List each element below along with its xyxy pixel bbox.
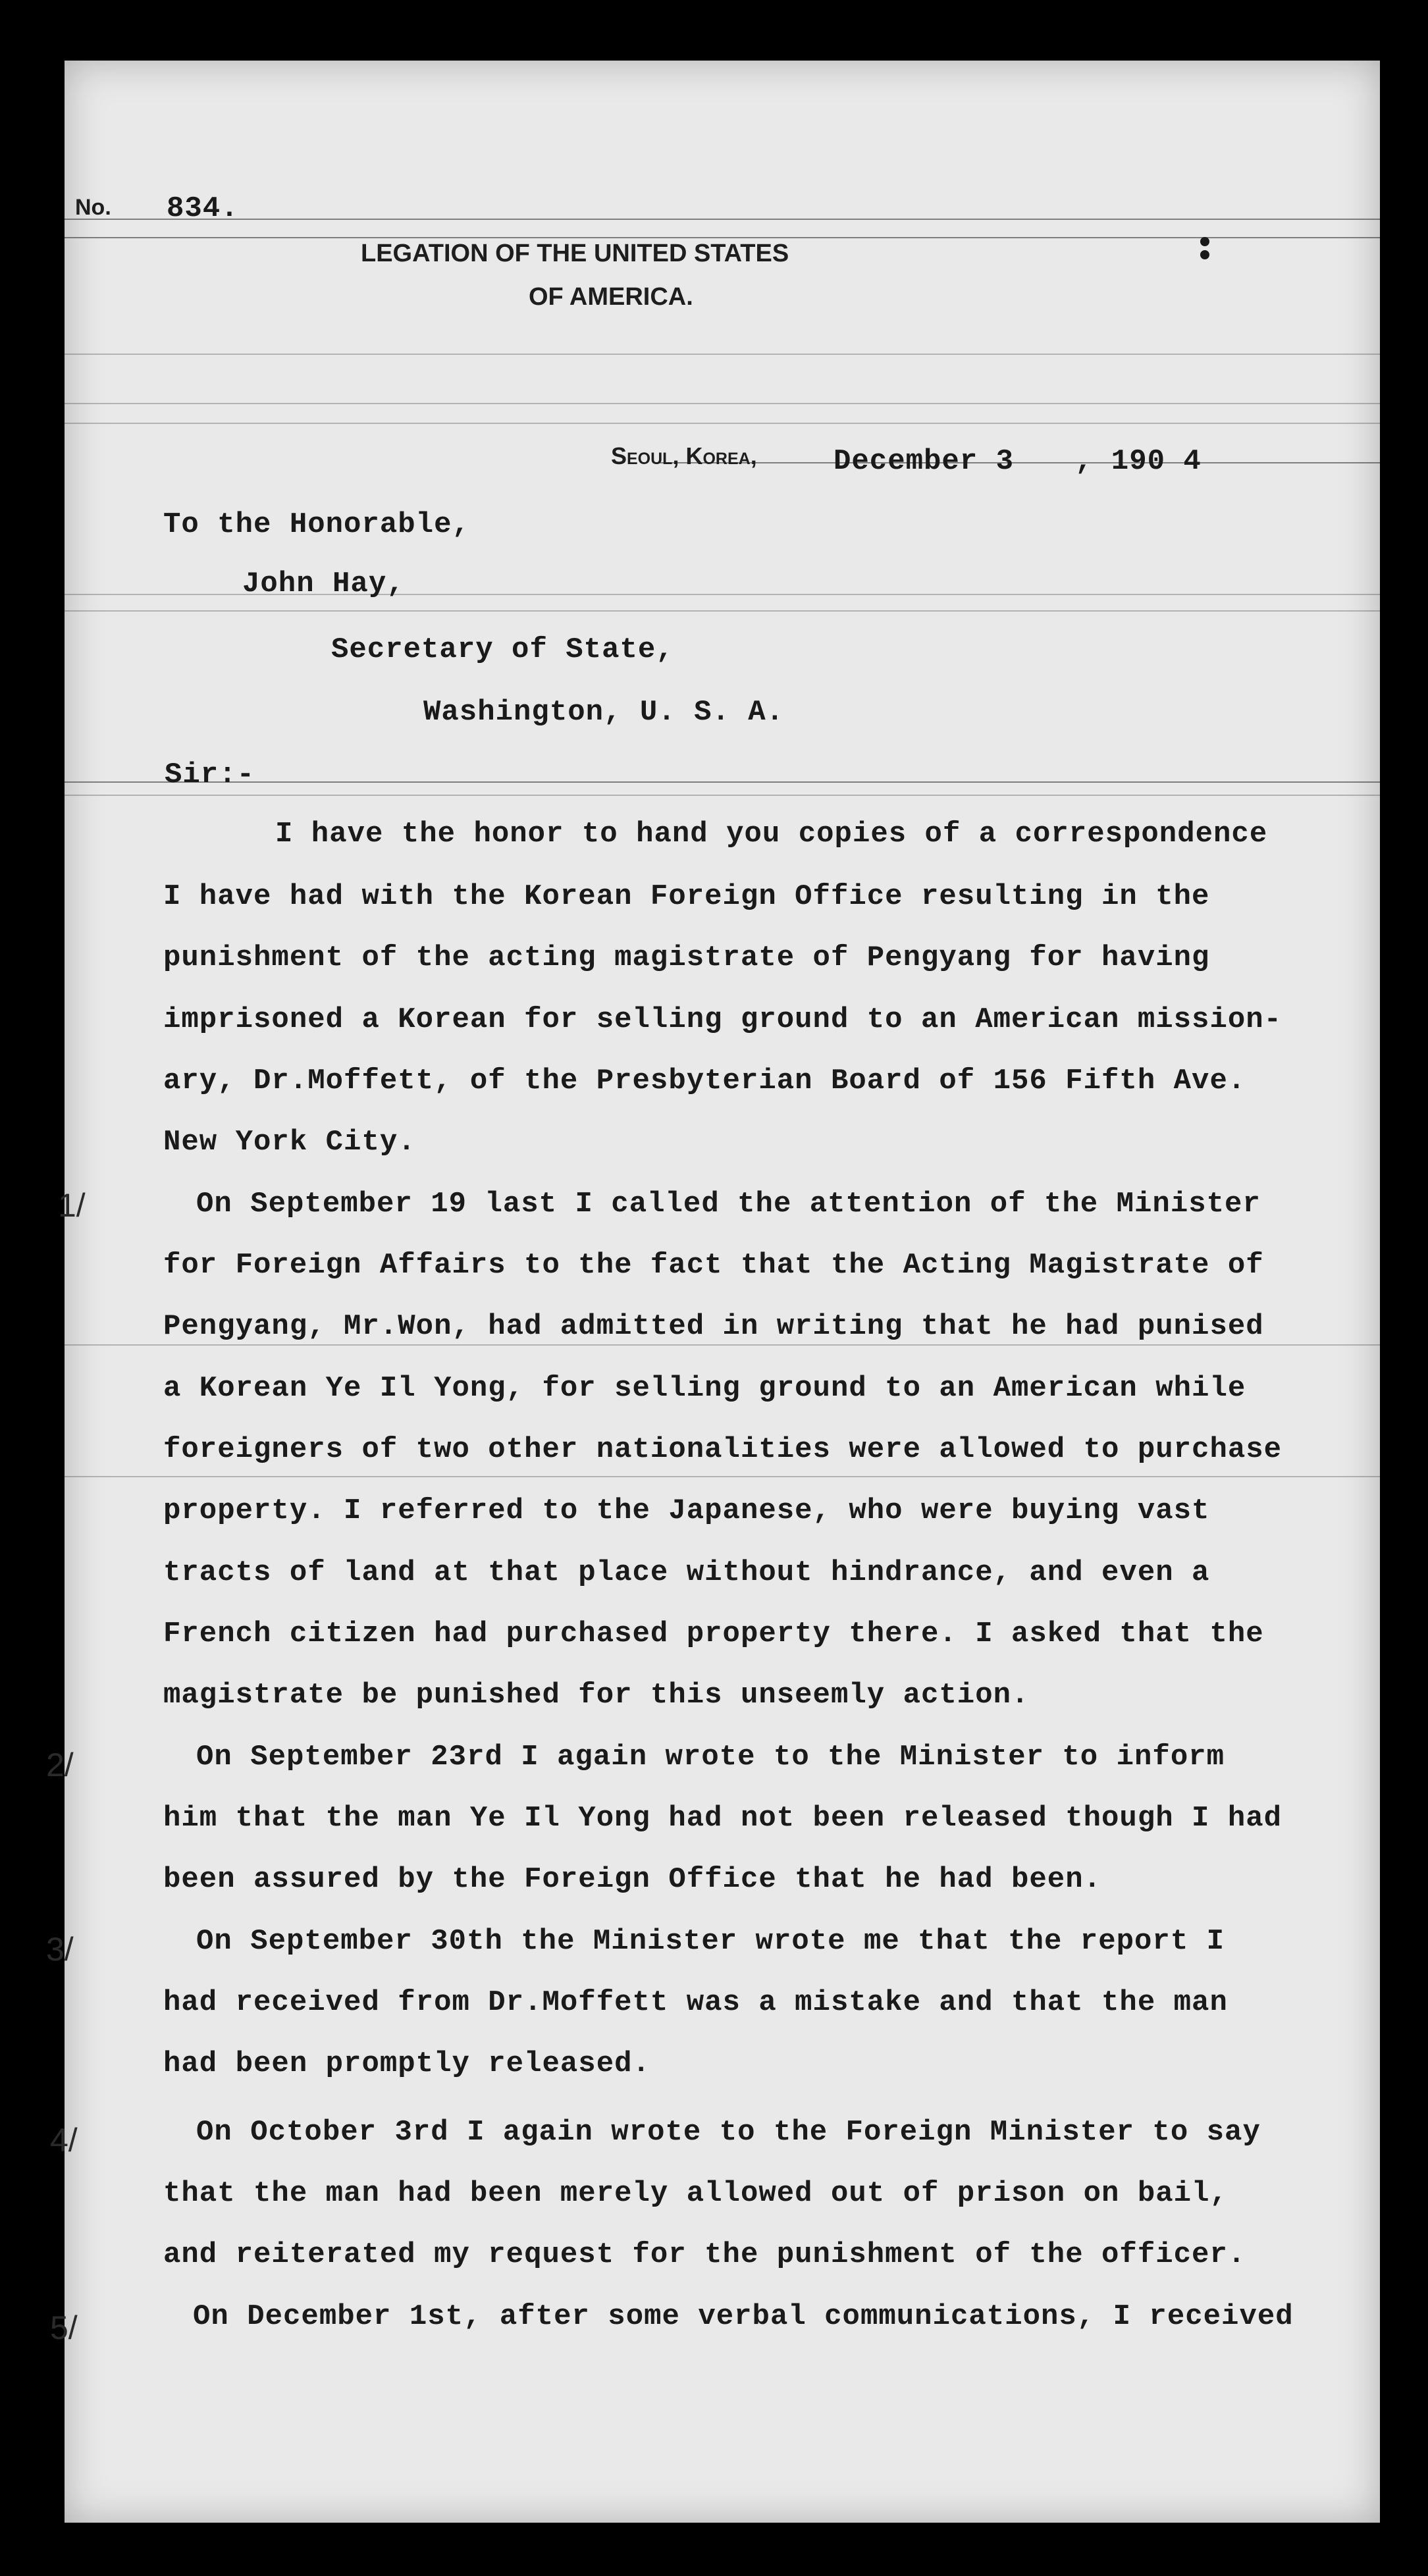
body-line: been assured by the Foreign Office that he had been. — [163, 1863, 1102, 1896]
ruled-line — [65, 795, 1380, 796]
ruled-line — [65, 610, 1380, 612]
body-line: foreigners of two other nationalities were allowed to purchase — [163, 1433, 1283, 1466]
body-line: a Korean Ye Il Yong, for selling ground to an American while — [163, 1372, 1246, 1405]
dispatch-number: 834. — [167, 192, 239, 225]
ink-mark — [1200, 237, 1209, 246]
body-line: him that the man Ye Il Yong had not been released though I had — [163, 1802, 1283, 1835]
dateline-place: Seoul, Korea, — [611, 442, 757, 469]
address-line: Washington, U. S. A. — [423, 696, 785, 729]
number-label: No. — [75, 195, 111, 220]
enclosure-note: 2/ — [46, 1747, 74, 1783]
dateline-date: December 3 — [833, 445, 1015, 478]
ruled-line — [65, 423, 1380, 424]
body-line: tracts of land at that place without hindrance, and even a — [163, 1556, 1210, 1589]
ruled-line — [65, 354, 1380, 355]
legation-heading-sub: OF AMERICA. — [529, 283, 693, 311]
dateline-year: , 190 4 — [1075, 445, 1202, 478]
body-line: magistrate be punished for this unseemly action. — [163, 1679, 1030, 1712]
address-line: Secretary of State, — [331, 633, 674, 666]
ruled-line — [65, 781, 1380, 783]
body-line: French citizen had purchased property there. I asked that the — [163, 1617, 1264, 1650]
address-line: John Hay, — [242, 567, 405, 600]
ruled-line — [65, 1344, 1380, 1346]
body-line: had been promptly released. — [163, 2047, 650, 2080]
letter-page — [46, 61, 1380, 2523]
body-line: On December 1st, after some verbal communications, I received — [193, 2300, 1294, 2333]
body-line: for Foreign Affairs to the fact that the Acting Magistrate of — [163, 1249, 1264, 1282]
body-line: Pengyang, Mr.Won, had admitted in writing that he had punised — [163, 1310, 1264, 1343]
enclosure-note: 4/ — [50, 2122, 78, 2159]
body-line: On October 3rd I again wrote to the Foreign Minister to say — [196, 2116, 1261, 2149]
body-line: punishment of the acting magistrate of Pengyang for having — [163, 941, 1210, 974]
ruled-line — [65, 403, 1380, 404]
enclosure-note: 1/ — [58, 1187, 86, 1224]
body-line: On September 30th the Minister wrote me that the report I — [196, 1925, 1225, 1958]
body-line: I have had with the Korean Foreign Office resulting in the — [163, 880, 1210, 913]
legation-heading: LEGATION OF THE UNITED STATES — [361, 240, 789, 267]
body-line: I have the honor to hand you copies of a correspondence — [275, 818, 1268, 851]
body-line: ary, Dr.Moffett, of the Presbyterian Board of 156 Fifth Ave. — [163, 1065, 1246, 1097]
address-line: To the Honorable, — [163, 508, 470, 541]
body-line: New York City. — [163, 1126, 416, 1159]
body-line: On September 23rd I again wrote to the Minister to inform — [196, 1741, 1225, 1774]
enclosure-note: 3/ — [46, 1931, 74, 1968]
salutation: Sir:- — [165, 758, 255, 791]
body-line: that the man had been merely allowed out of prison on bail, — [163, 2177, 1228, 2210]
ruled-line — [65, 1476, 1380, 1477]
ruled-line — [657, 462, 1380, 463]
ruled-line — [65, 219, 1380, 220]
body-line: On September 19 last I called the attention of the Minister — [196, 1188, 1261, 1221]
enclosure-note: 5/ — [50, 2309, 78, 2346]
ink-mark — [1200, 250, 1209, 259]
body-line: and reiterated my request for the punishment of the officer. — [163, 2238, 1246, 2271]
body-line: had received from Dr.Moffett was a mistake and that the man — [163, 1986, 1228, 2019]
body-line: imprisoned a Korean for selling ground to an American mission- — [163, 1003, 1283, 1036]
body-line: property. I referred to the Japanese, who were buying vast — [163, 1494, 1210, 1527]
ruled-line — [65, 237, 1380, 238]
